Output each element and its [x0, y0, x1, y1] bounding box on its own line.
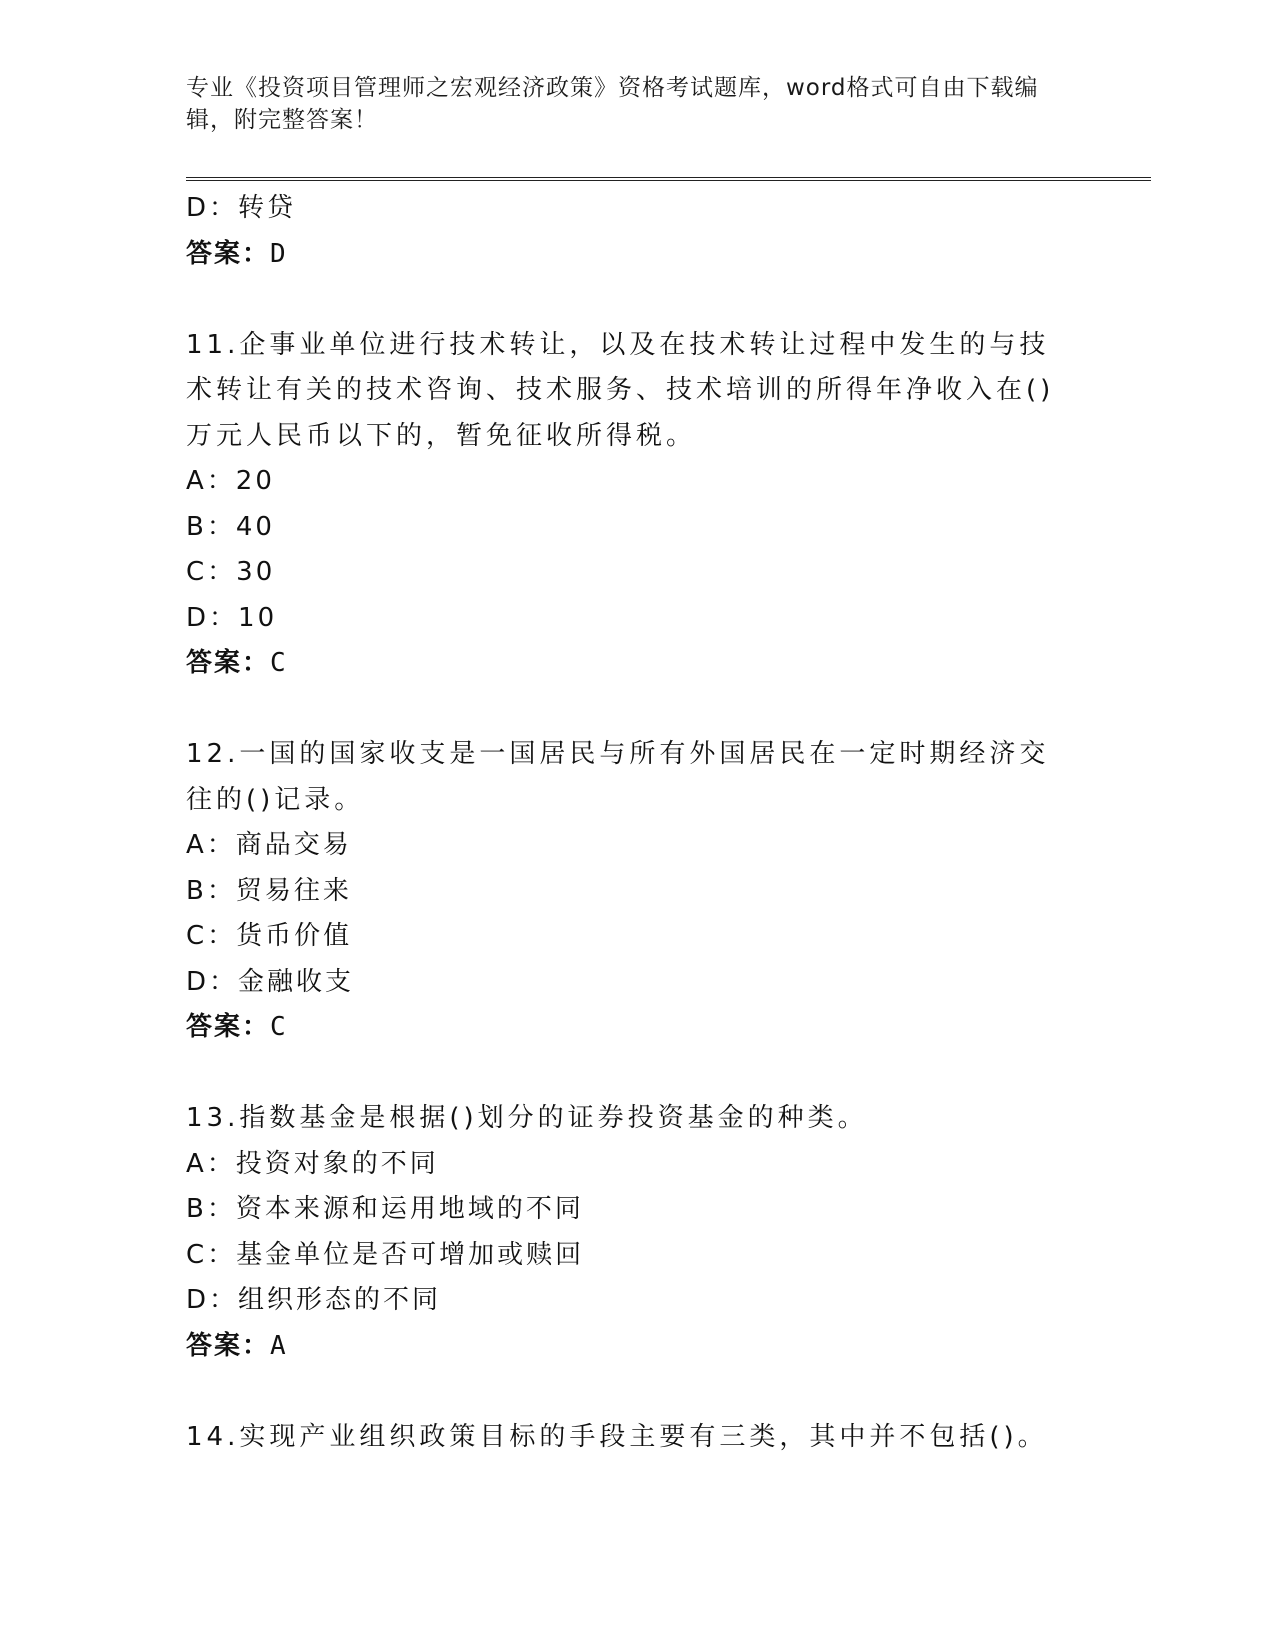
option-d: D：金融收支 — [186, 966, 355, 997]
option-c: C：基金单位是否可增加或赎回 — [186, 1239, 585, 1270]
option-b: B：资本来源和运用地域的不同 — [186, 1194, 584, 1224]
answer-value: A — [270, 1330, 288, 1361]
option-d: D：转贷 — [186, 193, 297, 223]
option-b: B：40 — [186, 511, 275, 542]
answer-label: 答案： — [186, 238, 271, 269]
answer-line — [186, 641, 1086, 687]
spacer — [186, 277, 1086, 323]
spacer — [186, 1051, 1086, 1097]
question-text: 11.企事业单位进行技术转让，以及在技术转让过程中发生的与技术转让有关的技术咨询、技术服务、技术培训的所得年净收入在()万元人民币以下的，暂免征收所得税。 — [186, 329, 1055, 451]
answer-line — [186, 232, 1086, 278]
spacer — [186, 687, 1086, 733]
question-block — [186, 1096, 1086, 1369]
question-block — [186, 323, 1086, 687]
document-body — [186, 186, 1086, 1460]
document-header — [186, 72, 1076, 136]
answer-label: 答案： — [186, 1330, 271, 1361]
option-c: C：货币价值 — [186, 921, 353, 951]
option-b: B：贸易往来 — [186, 875, 352, 906]
option-a: A：投资对象的不同 — [186, 1148, 439, 1179]
header-divider — [186, 177, 1151, 181]
answer-value: C — [270, 1012, 288, 1042]
question-text: 12.一国的国家收支是一国居民与所有外国居民在一定时期经济交往的()记录。 — [186, 739, 1050, 815]
spacer — [186, 1369, 1086, 1415]
answer-value: D — [270, 238, 288, 269]
question-text: 14.实现产业组织政策目标的手段主要有三类，其中并不包括()。 — [186, 1421, 1048, 1452]
option-a: A：20 — [186, 466, 275, 496]
answer-label: 答案： — [186, 1012, 271, 1042]
answer-label: 答案： — [186, 648, 271, 678]
option-a: A：商品交易 — [186, 830, 352, 860]
answer-value: C — [270, 648, 288, 678]
question-block — [186, 1415, 1086, 1461]
question-block — [186, 732, 1086, 1051]
question-text: 13.指数基金是根据()划分的证券投资基金的种类。 — [186, 1103, 868, 1133]
answer-line — [186, 1324, 1086, 1370]
answer-line — [186, 1005, 1086, 1051]
header-title: 专业《投资项目管理师之宏观经济政策》资格考试题库，word格式可自由下载编辑，附完整答案！ — [186, 75, 1039, 133]
option-d: D：10 — [186, 602, 278, 633]
option-c: C：30 — [186, 557, 276, 587]
option-d: D：组织形态的不同 — [186, 1285, 442, 1315]
